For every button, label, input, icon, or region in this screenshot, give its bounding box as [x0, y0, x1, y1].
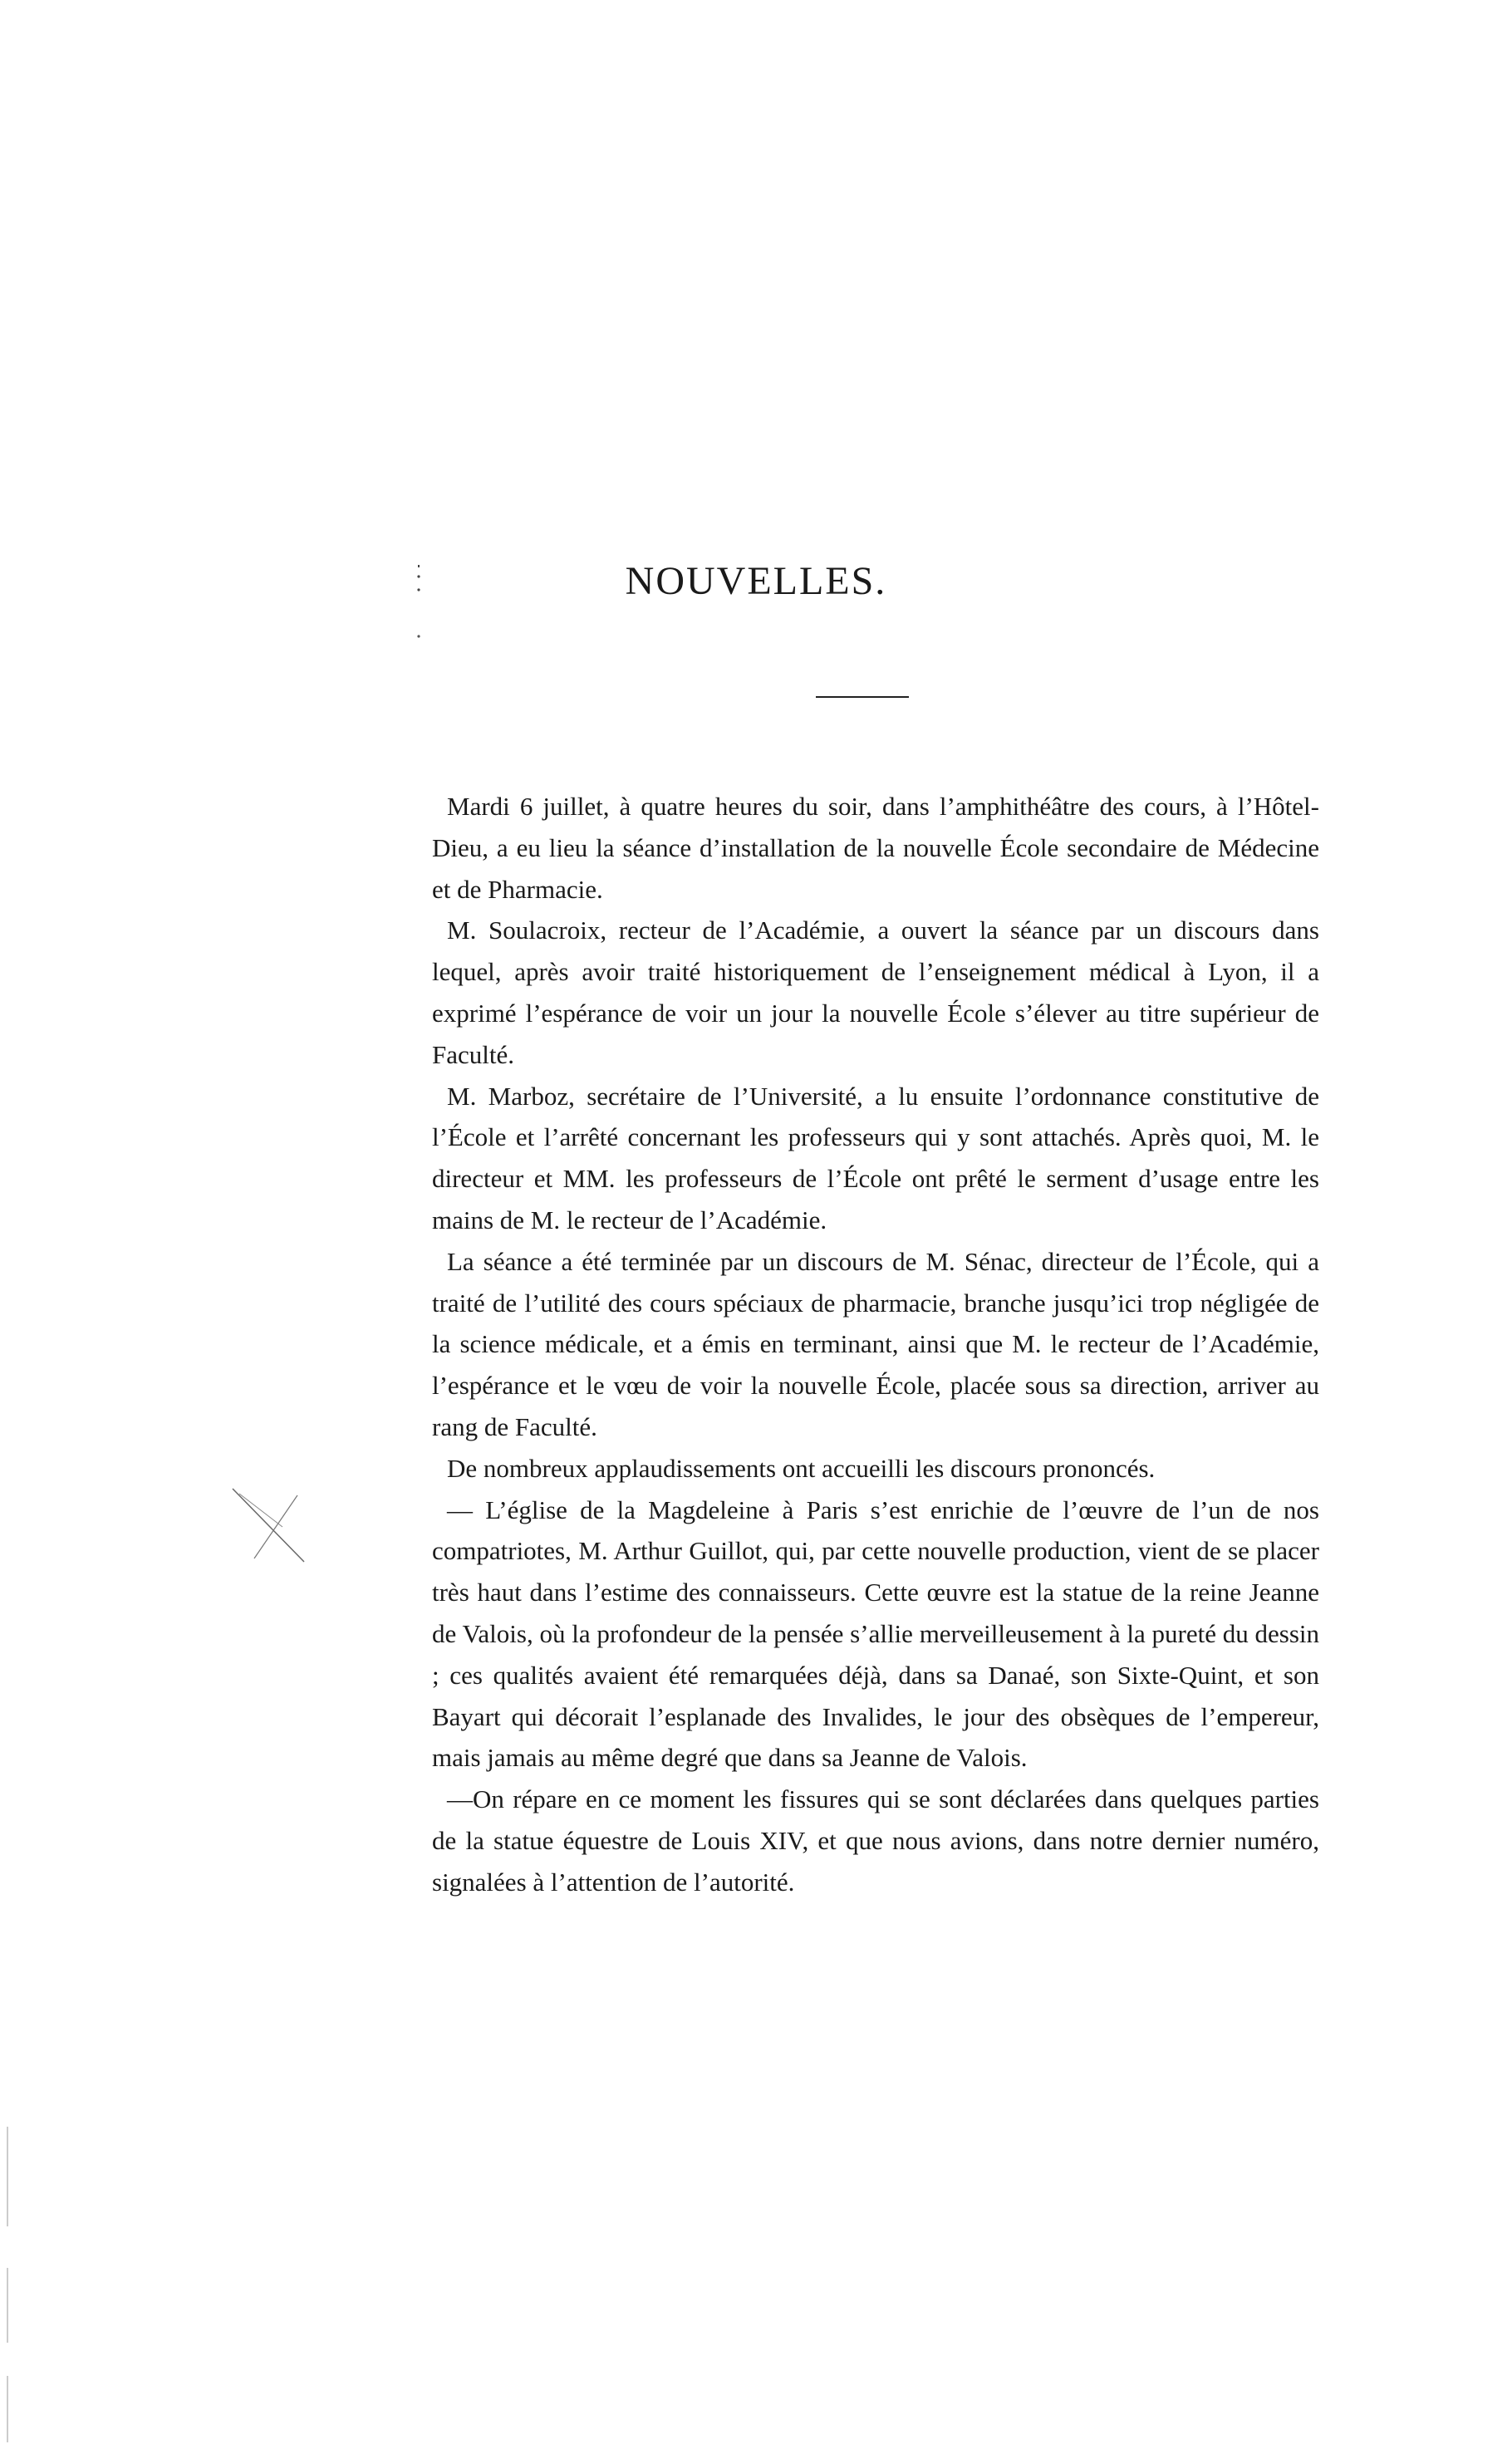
margin-edge-lines [5, 2127, 12, 2442]
paragraph-senac: La séance a été terminée par un discours de M. Sénac, directeur de l’École, qui a traité de l’utilité des cours spéciaux de pharmacie, branche jusqu’ici trop négligée de la science médicale, et a émis en terminant, ainsi que M. le recteur de l’Académie, l’espérance et le vœu de voir la nouvelle École, placée sous sa direction, arriver au rang de Faculté. [432, 1246, 1319, 1441]
paragraph-magdeleine: — L’église de la Magdeleine à Paris s’est enrichie de l’œuvre de l’un de nos compatriotes, M. Arthur Guillot, qui, par cette nouvelle production, vient de se placer très haut dans l’estime des connaisseurs. Cette œuvre est la statue de la reine Jeanne de Valois, où la profondeur de la pensée s’allie merveilleusement à la pureté du dessin ; ces qualités avaient été remarquées déjà, dans sa Danaé, son Sixte-Quint, et son Bayart qui décorait l’esplanade des Invalides, le jour des obsèques de l’empereur, mais jamais au même degré que dans sa Jeanne de Valois. [432, 1494, 1319, 1773]
pencil-cross-mark [224, 1479, 316, 1570]
paragraph-installation: Mardi 6 juillet, à quatre heures du soir, dans l’amphithéâtre des cours, à l’Hôtel-Dieu, a eu lieu la séance d’installation de la nouvelle École secondaire de Médecine et de Pharmacie. [432, 792, 1319, 904]
paragraph-applause: De nombreux applaudissements ont accueilli les discours prononcés. [447, 1453, 1156, 1483]
paragraph-soulacroix: M. Soulacroix, recteur de l’Académie, a ouvert la séance par un discours dans lequel, après avoir traité historiquement de l’enseignement médical à Lyon, il a exprimé l’espérance de voir un jour la nouvelle École s’élever au titre supérieur de Faculté. [432, 915, 1319, 1069]
paragraph-marboz: M. Marboz, secrétaire de l’Université, a lu ensuite l’ordonnance constitutive de l’École et l’arrêté concernant les professeurs qui y sont attachés. Après quoi, M. le directeur et MM. les professeurs de l’École ont prêté le serment d’usage entre les mains de M. le recteur de l’Académie. [432, 1081, 1319, 1234]
title-divider [816, 696, 909, 698]
page-title: NOUVELLES. [625, 559, 887, 603]
article-body [432, 786, 1319, 1903]
paragraph-louis-xiv: —On répare en ce moment les fissures qui se sont déclarées dans quelques parties de la statue équestre de Louis XIV, et que nous avions, dans notre dernier numéro, signalées à l’attention de l’autorité. [432, 1784, 1319, 1897]
